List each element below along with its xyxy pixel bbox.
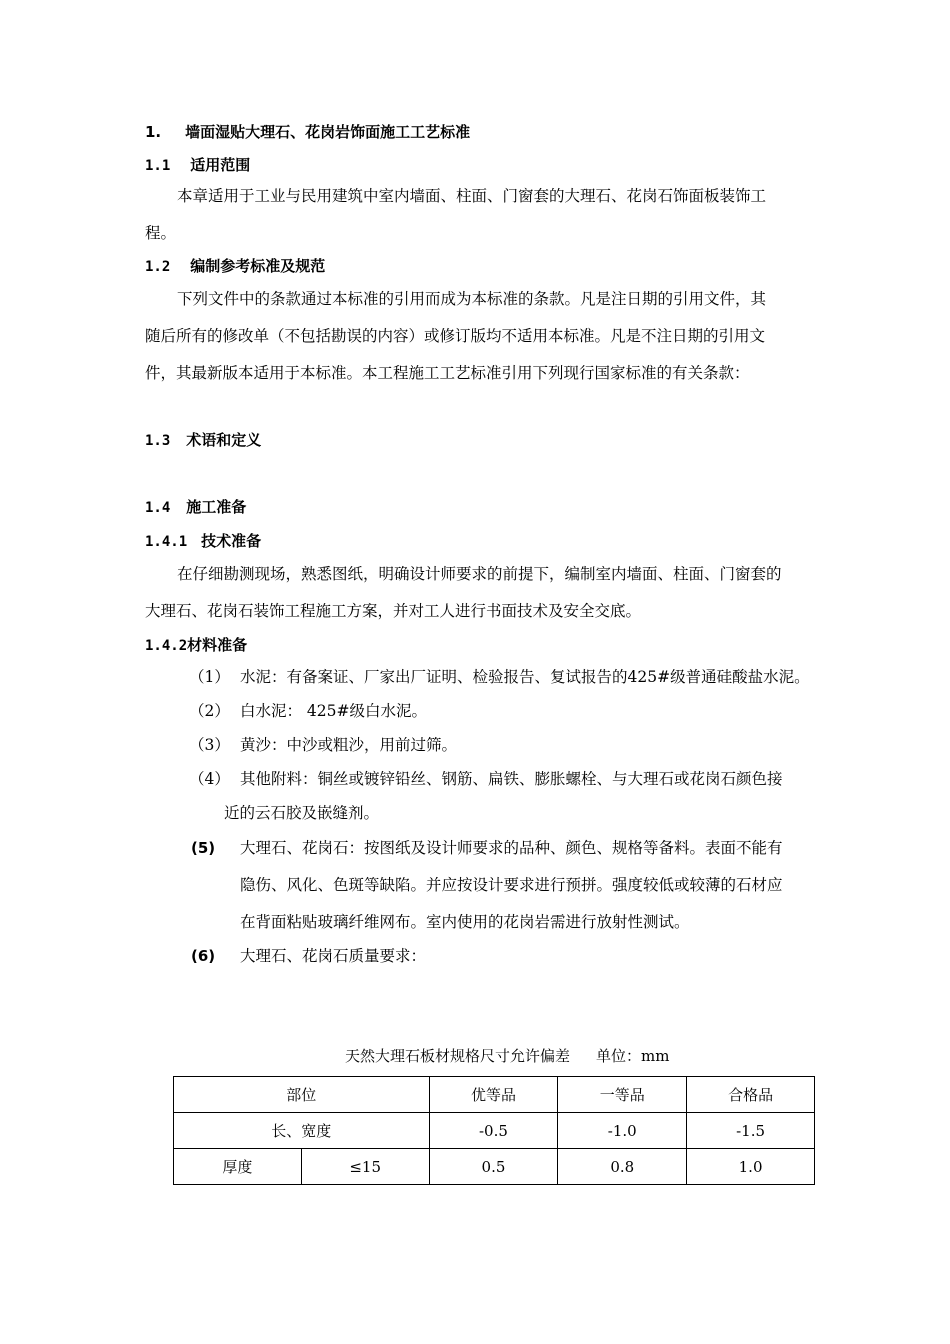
table-row xyxy=(174,1149,815,1185)
section-1-2-heading xyxy=(145,256,325,277)
list-item-text: 近的云石胶及嵌缝剂。 xyxy=(224,804,380,822)
table-cell: 厚度 xyxy=(174,1149,302,1185)
table-cell: -1.0 xyxy=(558,1113,687,1149)
list-marker: (6) xyxy=(191,947,216,965)
section-1-4-1-heading xyxy=(145,531,261,552)
section-title: 术语和定义 xyxy=(186,431,262,449)
table-cell: -0.5 xyxy=(429,1113,558,1149)
table-cell: -1.5 xyxy=(687,1113,815,1149)
section-number: 1. xyxy=(145,123,162,141)
section-title: 墙面湿贴大理石、花岗岩饰面施工工艺标准 xyxy=(185,123,471,141)
section-number: 1.4.1 xyxy=(145,534,188,550)
paragraph-line: 随后所有的修改单（不包括勘误的内容）或修订版均不适用本标准。凡是不注日期的引用文 xyxy=(145,327,766,345)
list-marker: （3） xyxy=(189,736,230,754)
list-item-text: 大理石、花岗石质量要求： xyxy=(240,947,427,965)
list-item-text: 隐伤、风化、色斑等缺陷。并应按设计要求进行预拼。强度较低或较薄的石材应 xyxy=(240,876,783,894)
list-item-text: 黄沙：中沙或粗沙，用前过筛。 xyxy=(240,736,458,754)
section-number: 1.1 xyxy=(145,158,171,174)
table-cell: ≤15 xyxy=(301,1149,429,1185)
paragraph-line: 下列文件中的条款通过本标准的引用而成为本标准的条款。凡是注日期的引用文件，其 xyxy=(177,290,767,308)
section-title: 材料准备 xyxy=(187,636,248,654)
list-item-text: 白水泥： 425#级白水泥。 xyxy=(240,702,427,720)
section-title: 适用范围 xyxy=(190,156,251,174)
section-1-4-heading xyxy=(145,497,246,518)
section-number: 1.3 xyxy=(145,433,171,449)
section-number: 1.4 xyxy=(145,500,171,516)
list-marker: （1） xyxy=(189,668,230,686)
list-item-text: 在背面粘贴玻璃纤维网布。室内使用的花岗岩需进行放射性测试。 xyxy=(240,913,690,931)
paragraph-line: 程。 xyxy=(145,224,177,242)
tolerance-table xyxy=(173,1076,815,1185)
list-item-text: 大理石、花岗石：按图纸及设计师要求的品种、颜色、规格等备料。表面不能有 xyxy=(240,839,783,857)
paragraph-line: 本章适用于工业与民用建筑中室内墙面、柱面、门窗套的大理石、花岗石饰面板装饰工 xyxy=(177,187,767,205)
section-1-heading xyxy=(145,122,470,142)
list-item-text: 水泥：有备案证、厂家出厂证明、检验报告、复试报告的425#级普通硅酸盐水泥。 xyxy=(240,668,810,686)
section-title: 技术准备 xyxy=(201,532,262,550)
section-1-1-heading xyxy=(145,155,250,176)
paragraph-line: 件，其最新版本适用于本标准。本工程施工工艺标准引用下列现行国家标准的有关条款： xyxy=(145,364,750,382)
table-header-cell: 优等品 xyxy=(429,1077,558,1113)
table-header-row xyxy=(174,1077,815,1113)
list-marker: （2） xyxy=(189,702,230,720)
list-item-text: 其他附料：铜丝或镀锌铅丝、钢筋、扁铁、膨胀螺栓、与大理石或花岗石颜色接 xyxy=(240,770,783,788)
table-title: 天然大理石板材规格尺寸允许偏差 xyxy=(345,1047,571,1065)
table-row xyxy=(174,1113,815,1149)
table-cell: 0.5 xyxy=(429,1149,558,1185)
paragraph-line: 大理石、花岗石装饰工程施工方案，并对工人进行书面技术及安全交底。 xyxy=(145,602,642,620)
section-number: 1.2 xyxy=(145,259,171,275)
table-header-cell: 一等品 xyxy=(558,1077,687,1113)
section-title: 编制参考标准及规范 xyxy=(190,257,326,275)
section-1-4-2-heading xyxy=(145,635,247,656)
table-cell: 1.0 xyxy=(687,1149,815,1185)
table-header-cell: 合格品 xyxy=(687,1077,815,1113)
paragraph-line: 在仔细勘测现场，熟悉图纸，明确设计师要求的前提下，编制室内墙面、柱面、门窗套的 xyxy=(177,565,782,583)
list-marker: (5) xyxy=(191,839,216,857)
section-1-3-heading xyxy=(145,430,261,451)
table-unit: 单位：mm xyxy=(596,1047,670,1065)
table-cell: 长、宽度 xyxy=(174,1113,430,1149)
section-number: 1.4.2 xyxy=(145,638,188,654)
table-header-cell: 部位 xyxy=(174,1077,430,1113)
section-title: 施工准备 xyxy=(186,498,247,516)
table-cell: 0.8 xyxy=(558,1149,687,1185)
table-caption xyxy=(345,1046,669,1066)
list-marker: （4） xyxy=(189,770,230,788)
